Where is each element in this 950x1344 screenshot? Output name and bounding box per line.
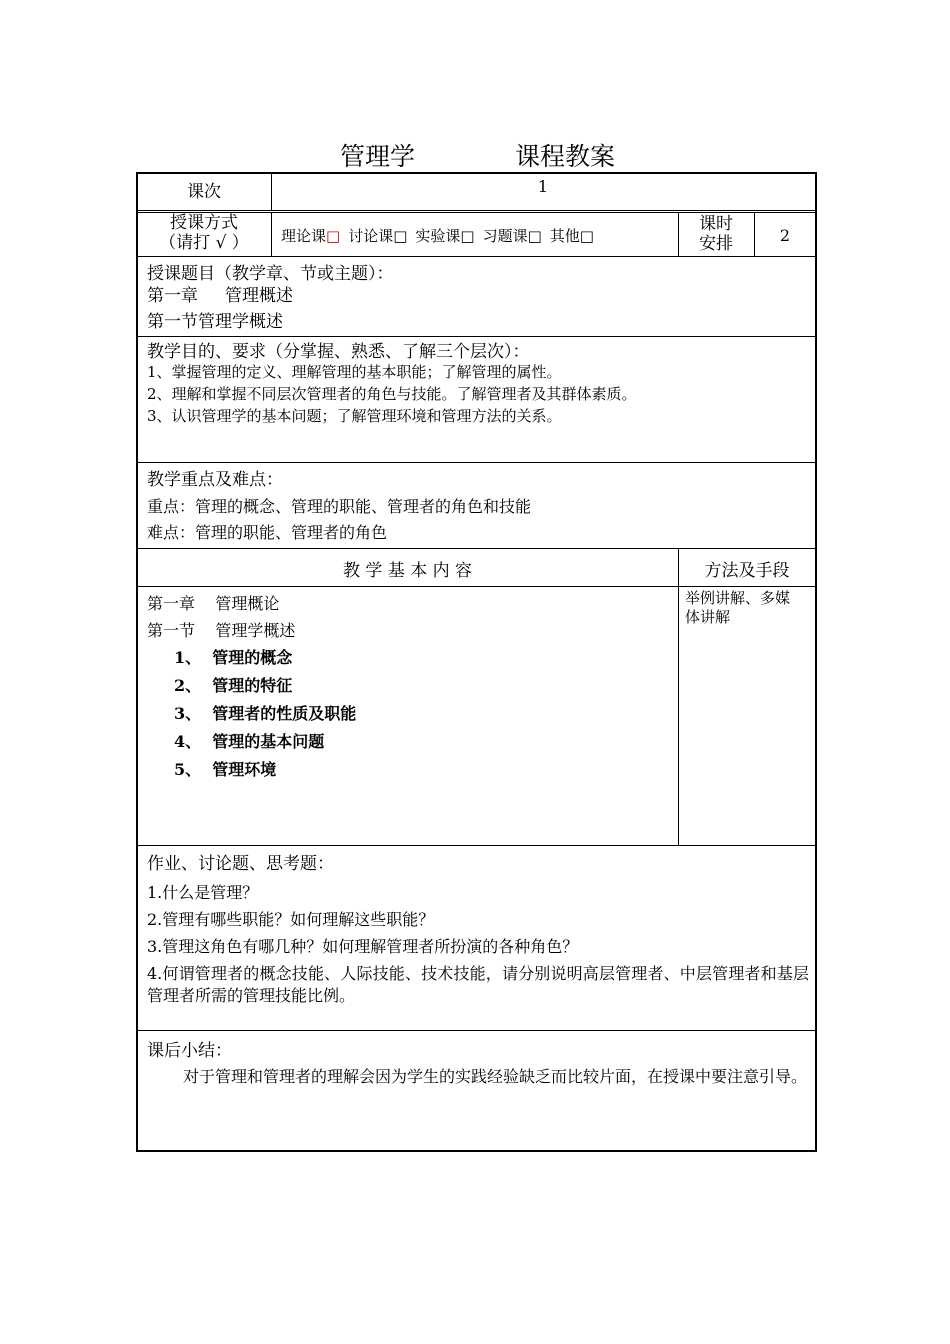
row-divider (137, 210, 816, 211)
content-header: 教 学 基 本 内 容 (342, 561, 473, 581)
homework-label: 作业、讨论题、思考题： (147, 854, 334, 874)
content-section: 第一节 管理学概述 (147, 621, 296, 640)
topic-label: 授课题目（教学章、节或主题）： (147, 264, 394, 284)
row-divider (137, 586, 816, 587)
content-item: 3、 管理者的性质及职能 (174, 704, 357, 723)
objectives-label: 教学目的、要求（分掌握、熟悉、了解三个层次）： (147, 342, 530, 362)
method-header: 方法及手段 (704, 561, 790, 581)
row-divider (137, 256, 816, 257)
homework-item: 3.管理这角色有哪几种？如何理解管理者所扮演的各种角色？ (147, 937, 579, 956)
teaching-mode-label-line2: （请打 √ ） (159, 233, 249, 253)
objective-item: 2、理解和掌握不同层次管理者的角色与技能。了解管理者及其群体素质。 (147, 385, 637, 403)
content-item: 1、 管理的概念 (174, 648, 293, 667)
objective-item: 3、认识管理学的基本问题；了解管理环境和管理方法的关系。 (147, 407, 562, 425)
row-divider (137, 462, 816, 463)
mode-option-exercise[interactable]: 习题课□ (482, 227, 542, 245)
teaching-mode-label-line1: 授课方式 (170, 213, 238, 233)
method-line-2: 体讲解 (685, 608, 731, 626)
document-title (320, 140, 640, 176)
content-item: 4、 管理的基本问题 (174, 732, 325, 751)
summary-text: 对于管理和管理者的理解会因为学生的实践经验缺乏而比较片面，在授课中要注意引导。 (183, 1067, 808, 1086)
homework-item: 2.管理有哪些职能？如何理解这些职能？ (147, 910, 435, 929)
column-divider (678, 549, 679, 845)
content-item: 2、 管理的特征 (174, 676, 293, 695)
summary-label: 课后小结： (147, 1041, 232, 1061)
hours-value: 2 (779, 226, 791, 245)
checkbox-icon[interactable]: □ (326, 227, 341, 245)
homework-item: 1.什么是管理？ (147, 883, 259, 902)
teaching-mode-options (281, 225, 676, 247)
key-points-difficulty: 难点：管理的职能、管理者的角色 (147, 523, 388, 542)
row-divider (137, 845, 816, 846)
method-line-1: 举例讲解、多媒 (685, 589, 791, 607)
title-suffix: 课程教案 (515, 142, 616, 171)
content-chapter: 第一章 管理概论 (147, 594, 280, 613)
method-text (685, 589, 790, 627)
row-divider (137, 1030, 816, 1031)
mode-option-other[interactable]: 其他□ (549, 227, 594, 245)
row-divider (137, 336, 816, 337)
hours-label (679, 214, 753, 254)
mode-option-theory[interactable]: 理论课□ (281, 227, 341, 245)
column-divider (271, 212, 272, 256)
hours-label-line1: 课时 (699, 214, 733, 234)
mode-option-discussion[interactable]: 讨论课□ (348, 227, 408, 245)
homework-item: 4.何谓管理者的概念技能、人际技能、技术技能，请分别说明高层管理者、中层管理者和基层管理者所需的管理技能比例。 (147, 964, 809, 1005)
topic-chapter: 第一章 管理概述 (147, 286, 294, 306)
topic-section: 第一节管理学概述 (147, 312, 283, 332)
hours-label-line2: 安排 (699, 234, 733, 254)
mode-option-lab[interactable]: 实验课□ (415, 227, 475, 245)
objective-item: 1、掌握管理的定义、理解管理的基本职能；了解管理的属性。 (147, 363, 562, 381)
key-points-focus: 重点：管理的概念、管理的职能、管理者的角色和技能 (147, 497, 532, 516)
key-points-label: 教学重点及难点： (147, 470, 283, 490)
lesson-number-label: 课次 (187, 182, 221, 202)
content-item: 5、 管理环境 (174, 760, 277, 779)
teaching-mode-label (138, 213, 270, 253)
course-name: 管理学 (340, 142, 416, 171)
lesson-number-value: 1 (537, 177, 549, 196)
row-divider (137, 548, 816, 549)
